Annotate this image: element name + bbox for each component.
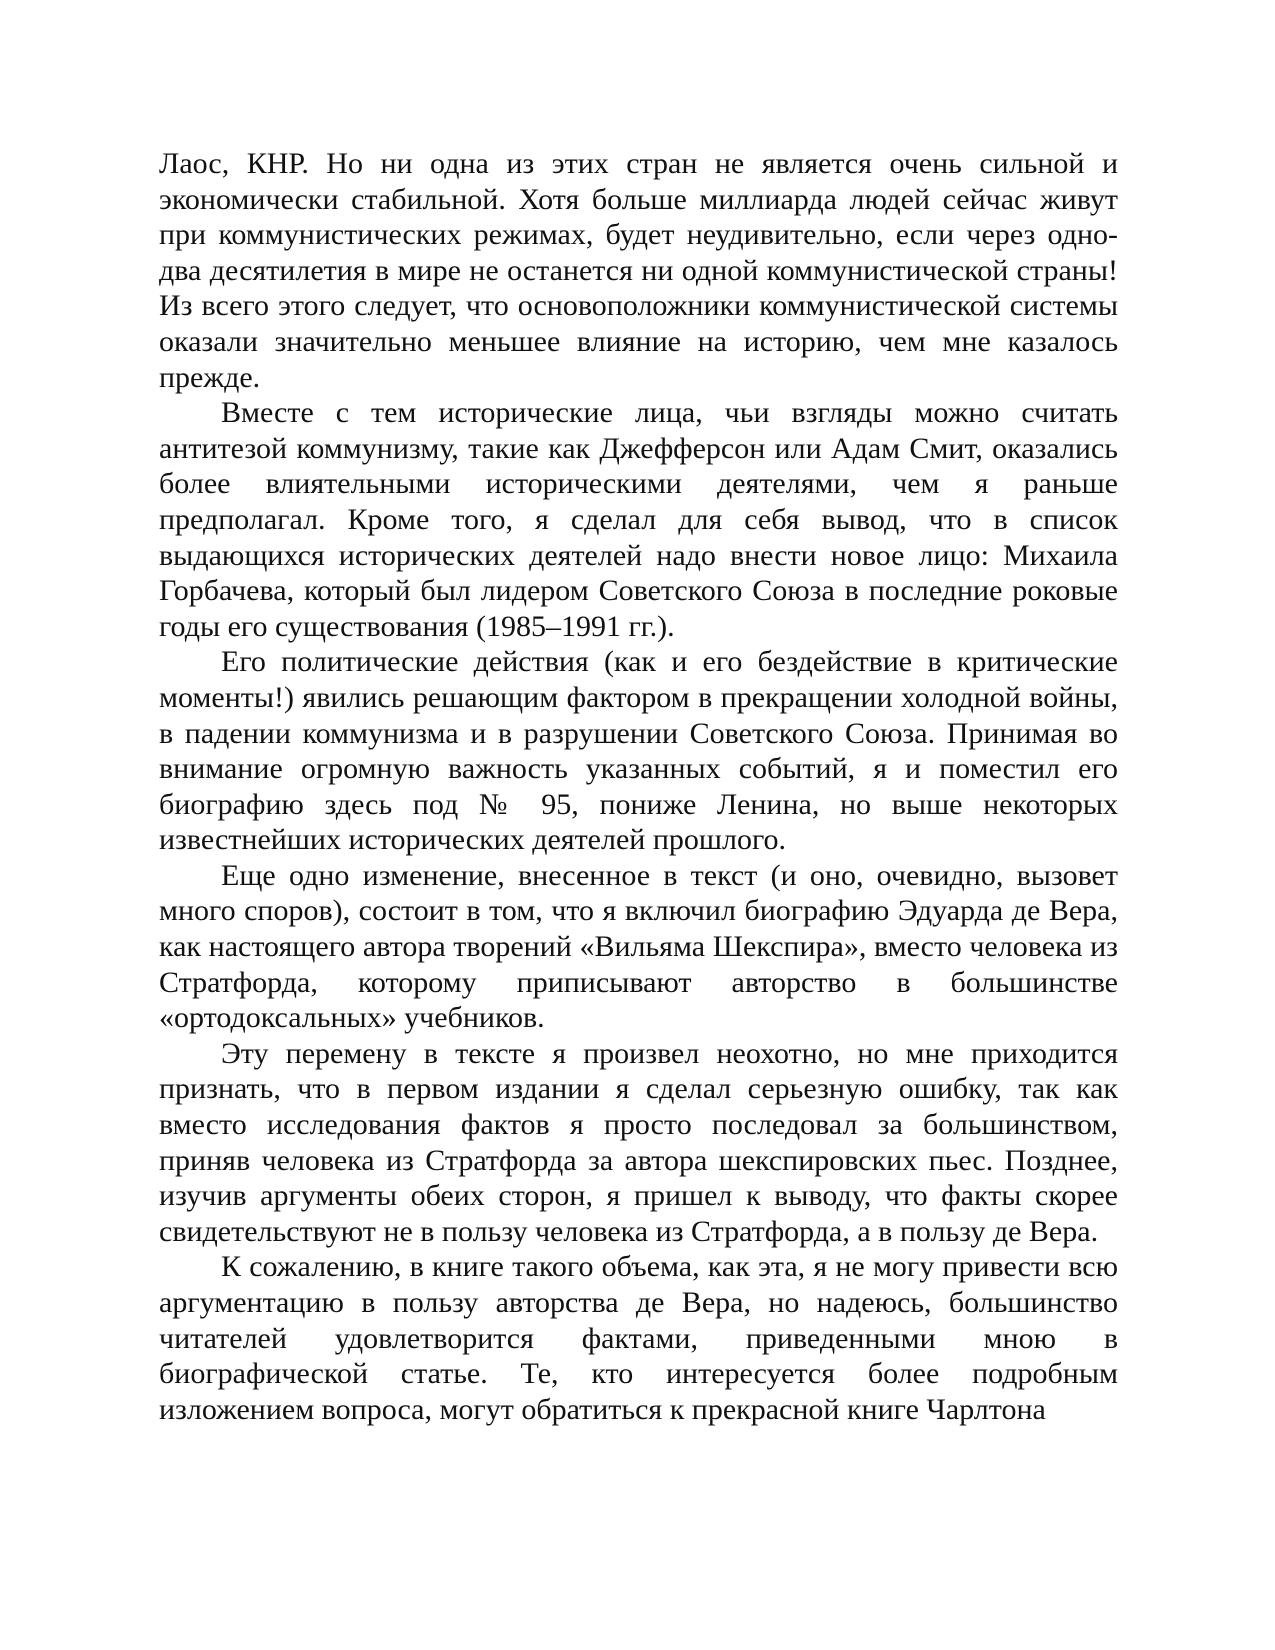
paragraph-de-vere-change: Еще одно изменение, внесенное в текст (и оно, очевидно, вызовет много споров), состоит в том, что я включил биографию Эдуарда де Вера, как настоящего автора творений «Вильяма Шекспира», вместо человека из Стратфорда, которому приписывают авторство в большинстве «ортодоксальных» учебников. [159,858,1118,1035]
paragraph-continuation: Лаос, КНР. Но ни одна из этих стран не является очень сильной и экономически стабильной. Хотя больше миллиарда людей сейчас живут при коммунистических режимах, будет неудивительно, если через одно-два десятилетия в мире не останется ни одной коммунистической страны! Из всего этого следует, что основоположники коммунистической системы оказали значительно меньшее влияние на историю, чем мне казалось прежде. [159,147,1118,394]
paragraph-first-edition-error: Эту перемену в тексте я произвел неохотно, но мне приходится признать, что в первом издании я сделал серьезную ошибку, так как вместо исследования фактов я просто последовал за большинством, приняв человека из Стратфорда за автора шекспировских пьес. Позднее, изучив аргументы обеих сторон, я пришел к выводу, что факты скорее свидетельствуют не в пользу человека из Стратфорда, а в пользу де Вера. [159,1036,1118,1248]
paragraph-jefferson-smith: Вместе с тем исторические лица, чьи взгляды можно считать антитезой коммунизму, такие как Джефферсон или Адам Смит, оказались более влиятельными историческими деятелями, чем я раньше предполагал. Кроме того, я сделал для себя вывод, что в список выдающихся исторических деятелей надо внести новое лицо: Михаила Горбачева, который был лидером Советского Союза в последние роковые годы его существования (1985–1991 гг.). [159,396,1118,643]
document-page [159,146,1118,1427]
paragraph-further-reading: К сожалению, в книге такого объема, как эта, я не могу привести всю аргументацию в пользу авторства де Вера, но надеюсь, большинство читателей удовлетворится фактами, приведенными мною в биографической статье. Те, кто интересуется более подробным изложением вопроса, могут обратиться к прекрасной книге Чарлтона [159,1250,1118,1426]
paragraph-gorbachev: Его политические действия (как и его бездействие в критические моменты!) явились решающим фактором в прекращении холодной войны, в падении коммунизма и в разрушении Советского Союза. Принимая во внимание огромную важность указанных событий, я и поместил его биографию здесь под № 95, пониже Ленина, но выше некоторых известнейших исторических деятелей прошлого. [159,645,1118,857]
